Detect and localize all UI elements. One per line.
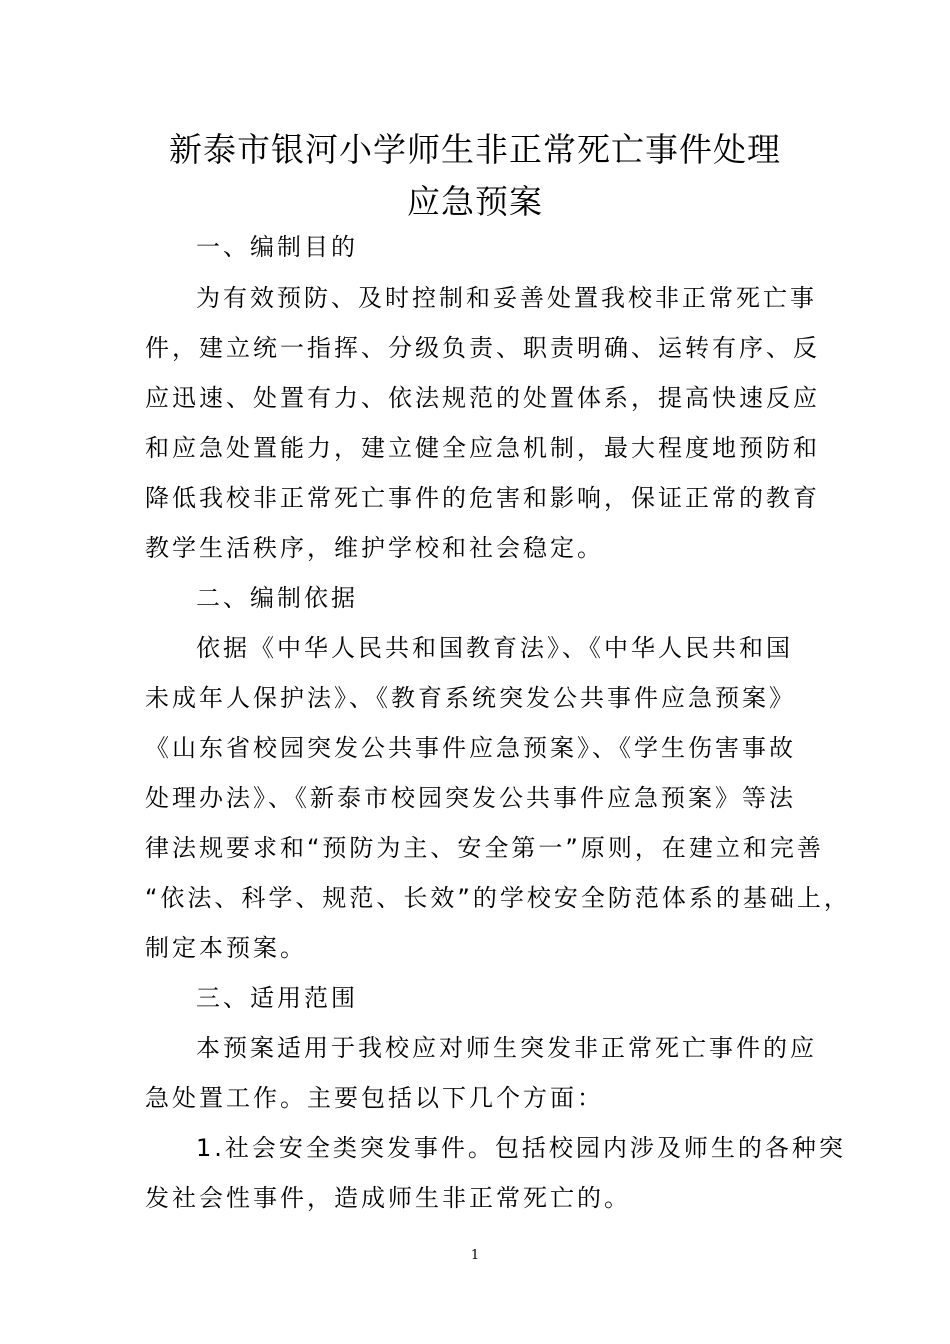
paragraph-line: 发社会性事件，造成师生非正常死亡的。	[145, 1184, 631, 1212]
paragraph-line: 教学生活秩序，维护学校和社会稳定。	[145, 534, 604, 562]
paragraph-line: 依据《中华人民共和国教育法》、《中华人民共和国	[196, 634, 793, 662]
section-heading-basis: 二、编制依据	[196, 584, 358, 612]
paragraph-line: 降低我校非正常死亡事件的危害和影响，保证正常的教育	[145, 484, 820, 512]
paragraph-line: 处理办法》、《新泰市校园突发公共事件应急预案》等法	[145, 784, 796, 812]
paragraph-line: 《山东省校园突发公共事件应急预案》、《学生伤害事故	[145, 734, 796, 762]
document-title-line-1: 新泰市银河小学师生非正常死亡事件处理	[169, 130, 781, 169]
page-number: 1	[470, 1248, 480, 1263]
paragraph-line: 和应急处置能力，建立健全应急机制，最大程度地预防和	[145, 434, 820, 462]
paragraph-line: 本预案适用于我校应对师生突发非正常死亡事件的应	[196, 1034, 817, 1062]
paragraph-line: 1.社会安全类突发事件。包括校园内涉及师生的各种突	[196, 1134, 846, 1162]
paragraph-line: 制定本预案。	[145, 934, 307, 962]
section-heading-scope: 三、适用范围	[196, 984, 358, 1012]
paragraph-line: 急处置工作。主要包括以下几个方面：	[145, 1084, 604, 1112]
paragraph-line: 律法规要求和“预防为主、安全第一”原则，在建立和完善	[145, 834, 824, 862]
paragraph-line: 未成年人保护法》、《教育系统突发公共事件应急预案》	[145, 684, 796, 712]
document-title-line-2: 应急预案	[407, 182, 543, 221]
paragraph-line: “依法、科学、规范、长效”的学校安全防范体系的基础上，	[145, 884, 851, 912]
paragraph-line: 为有效预防、及时控制和妥善处置我校非正常死亡事	[196, 284, 817, 312]
paragraph-line: 应迅速、处置有力、依法规范的处置体系，提高快速反应	[145, 384, 820, 412]
section-heading-purpose: 一、编制目的	[196, 233, 358, 261]
paragraph-line: 件，建立统一指挥、分级负责、职责明确、运转有序、反	[145, 334, 820, 362]
